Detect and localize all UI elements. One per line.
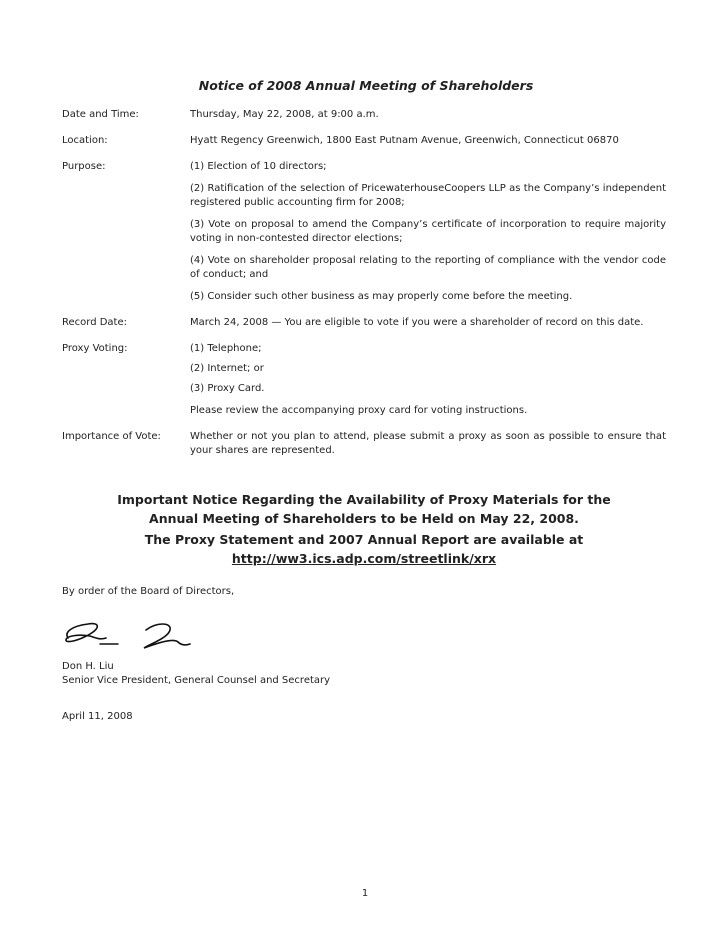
row-label: Record Date: [62,317,127,328]
detail-row-proxy-voting [62,342,666,418]
detail-row-purpose [62,160,666,304]
signature-image [60,608,220,658]
letter-date: April 11, 2008 [62,711,133,722]
meeting-details [62,108,666,470]
row-label: Purpose: [62,161,106,172]
notice-line: Annual Meeting of Shareholders to be Held on May 22, 2008. [149,511,579,526]
notice-line: The Proxy Statement and 2007 Annual Report are available at [144,532,584,547]
detail-row-date-time [62,108,666,122]
page-title: Notice of 2008 Annual Meeting of Shareholders [198,78,534,93]
signer-block [62,660,330,688]
purpose-item: (5) Consider such other business as may properly come before the meeting. [190,291,573,302]
signer-name: Don H. Liu [62,661,114,672]
row-label: Proxy Voting: [62,343,128,354]
proxy-materials-notice [0,490,728,568]
row-value: Hyatt Regency Greenwich, 1800 East Putnam Avenue, Greenwich, Connecticut 06870 [190,135,619,146]
purpose-item: (1) Election of 10 directors; [190,161,327,172]
page-number: 1 [361,888,369,899]
row-value: Whether or not you plan to attend, please submit a proxy as soon as possible to ensure that your shares are represented. [190,431,666,456]
purpose-item: (2) Ratification of the selection of PricewaterhouseCoopers LLP as the Company’s independent registered public accounting firm for 2008; [190,183,666,208]
row-value: March 24, 2008 — You are eligible to vote if you were a shareholder of record on this date. [190,317,644,328]
purpose-item: (4) Vote on shareholder proposal relating to the reporting of compliance with the vendor code of conduct; and [190,255,666,280]
row-label: Location: [62,135,108,146]
purpose-item: (3) Vote on proposal to amend the Company’s certificate of incorporation to require majority voting in non-contested director elections; [190,219,666,244]
voting-method: (1) Telephone; [190,343,262,354]
detail-row-location [62,134,666,148]
row-label: Date and Time: [62,109,139,120]
row-label: Importance of Vote: [62,431,161,442]
proxy-materials-link[interactable]: http://ww3.ics.adp.com/streetlink/xrx [231,551,497,566]
voting-method: (3) Proxy Card. [190,383,265,394]
voting-instructions: Please review the accompanying proxy card for voting instructions. [190,405,528,416]
detail-row-record-date [62,316,666,330]
detail-row-importance [62,430,666,458]
notice-line: Important Notice Regarding the Availability of Proxy Materials for the [117,492,611,507]
signer-title: Senior Vice President, General Counsel and Secretary [62,675,331,686]
by-order-text: By order of the Board of Directors, [62,586,235,597]
row-value: Thursday, May 22, 2008, at 9:00 a.m. [190,109,379,120]
voting-method: (2) Internet; or [190,363,264,374]
